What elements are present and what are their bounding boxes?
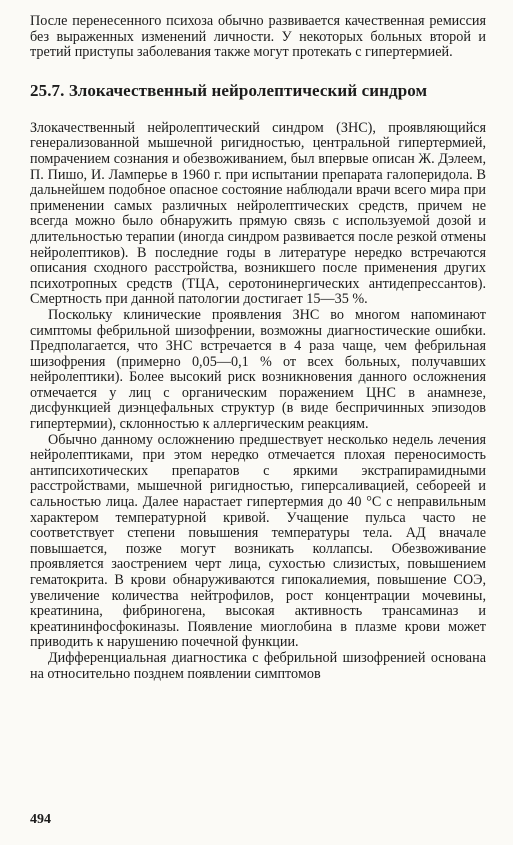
body-paragraph-4: Дифференциальная диагностика с фебрильной шизофренией основана на относительно позднем появлении симптомов: [30, 649, 486, 682]
intro-paragraph: После перенесенного психоза обычно развивается качественная ремиссия без выраженных изменений личности. У некоторых больных второй и третий приступы заболевания также могут протекать с гипертермией.: [30, 13, 486, 61]
section-heading: 25.7. Злокачественный нейролептический синдром: [30, 80, 428, 100]
body-paragraph-1: Злокачественный нейролептический синдром (ЗНС), проявляющийся генерализованной мышечной ригидностью, центральной гипертермией, помрачением сознания и обезвоживанием, был впервые описан Ж. Дэлеем, П. Пишо, И. Ламперье в 1960 г. при испытании препарата галоперидола. В дальнейшем подобное опасное состояние наблюдали врачи всего мира при применении самых различных нейролептических средств, причем не всегда можно было обнаружить прямую связь с используемой дозой и длительностью терапии (иногда синдром развивается после резкой отмены нейролептиков). В последние годы в литературе нередко встречаются описания сходного расстройства, возникшего после применения других психотропных средств (ТЦА, серотонинергических антидепрессантов). Смертность при данной патологии достигает 15—35 %.: [30, 119, 486, 308]
body-paragraph-3: Обычно данному осложнению предшествует несколько недель лечения нейролептиками, при этом нередко отмечается плохая переносимость антипсихотических препаратов с яркими экстрапирамидными расстройствами, мышечной ригидностью, гиперсаливацией, себореей и сальностью лица. Далее нарастает гипертермия до 40 °С с неправильным характером температурной кривой. Учащение пульса часто не соответствует степени повышения температуры тела. АД вначале повышается, позже могут возникать коллапсы. Обезвоживание проявляется заострением черт лица, сухостью слизистых, повышением гематокрита. В крови обнаруживаются гипокалиемия, повышение СОЭ, увеличение количества нейтрофилов, рост концентрации мочевины, креатинина, фибриногена, высокая активность трансаминаз и креатининфосфокиназы. Появление миоглобина в плазме крови может приводить к нарушению почечной функции.: [30, 431, 486, 651]
page-number: 494: [30, 812, 51, 827]
body-paragraph-2: Поскольку клинические проявления ЗНС во многом напоминают симптомы фебрильной шизофрении, возможны диагностические ошибки. Предполагается, что ЗНС встречается в 4 раза чаще, чем фебрильная шизофрения (примерно 0,05—0,1 % от всех больных, получавших нейролептики). Более высокий риск возникновения данного осложнения отмечается у лиц с органическим поражением ЦНС в анамнезе, дисфункцией диэнцефальных структур (в виде беспричинных эпизодов гипертермии), склонностью к аллергическим реакциям.: [30, 306, 486, 433]
